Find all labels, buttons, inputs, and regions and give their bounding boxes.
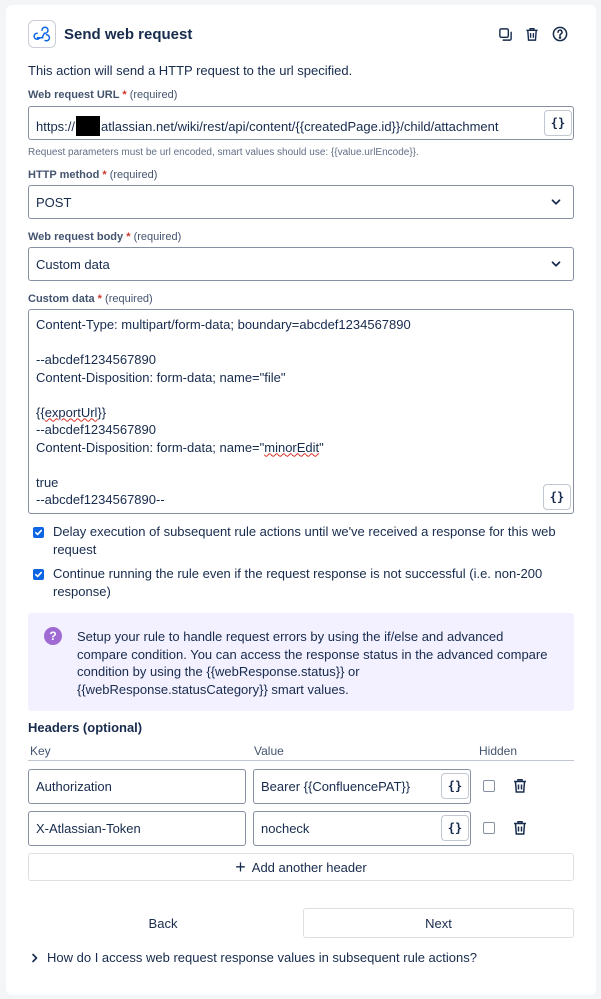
continue-checkbox[interactable] xyxy=(33,569,44,580)
header-key-input[interactable]: Authorization xyxy=(28,769,246,804)
col-hidden: Hidden xyxy=(479,744,518,758)
header-value-input[interactable]: Bearer {{ConfluencePAT}} {} xyxy=(253,769,471,804)
delay-checkbox-label: Delay execution of subsequent rule actions until we've received a response for this web request xyxy=(53,524,556,557)
headers-title: Headers (optional) xyxy=(28,720,143,735)
question-icon: ? xyxy=(44,627,62,645)
duplicate-icon[interactable] xyxy=(495,24,515,44)
divider xyxy=(28,760,574,761)
smart-value-button[interactable]: {} xyxy=(441,815,469,841)
http-method-select[interactable]: POST xyxy=(28,185,574,219)
chevron-down-icon xyxy=(549,195,563,209)
hidden-checkbox[interactable] xyxy=(483,780,495,792)
continue-checkbox-label: Continue running the rule even if the request response is not successful (i.e. non-200 response) xyxy=(53,566,543,599)
request-body-select[interactable]: Custom data xyxy=(28,247,574,281)
method-label: HTTP method * (required) xyxy=(28,169,158,181)
add-header-button[interactable]: + Add another header xyxy=(28,853,574,881)
url-input[interactable]: https:// atlassian.net/wiki/rest/api/content/{{createdPage.id}}/child/attachment {} xyxy=(28,106,574,140)
url-helper-text: Request parameters must be url encoded, smart values should use: {{value.urlEncode}}. xyxy=(28,147,419,158)
smart-value-button[interactable]: {} xyxy=(544,110,572,136)
trash-icon[interactable] xyxy=(522,24,542,44)
chevron-down-icon xyxy=(549,257,563,271)
info-panel xyxy=(28,613,574,711)
hidden-checkbox[interactable] xyxy=(483,822,495,834)
url-label: Web request URL * (required) xyxy=(28,89,178,101)
plus-icon: + xyxy=(235,857,246,877)
custom-data-label: Custom data * (required) xyxy=(28,293,153,305)
smart-value-button[interactable]: {} xyxy=(441,773,469,799)
redacted-block xyxy=(76,116,100,136)
col-value: Value xyxy=(254,744,284,758)
delete-row-icon[interactable] xyxy=(513,778,527,794)
header-value-input[interactable]: nocheck {} xyxy=(253,811,471,846)
webhook-icon xyxy=(28,20,56,48)
custom-data-content: Content-Type: multipart/form-data; boundary=abcdef1234567890 --abcdef1234567890 Content-Disposition: form-data; name="file" {{exportUrl}} --abcdef1234567890 Content-Disposition: form-data; name="minorEdit" true --abcdef1234567890-- xyxy=(36,317,411,507)
faq-expander[interactable]: How do I access web request response values in subsequent rule actions? xyxy=(30,950,477,965)
delay-checkbox[interactable] xyxy=(33,527,44,538)
col-key: Key xyxy=(30,744,51,758)
header-key-input[interactable]: X-Atlassian-Token xyxy=(28,811,246,846)
body-label: Web request body * (required) xyxy=(28,231,182,243)
back-button[interactable]: Back xyxy=(148,915,178,931)
custom-data-textarea[interactable] xyxy=(28,309,574,514)
info-text: Setup your rule to handle request errors by using the if/else and advanced compare condition. You can access the response status in the advanced compare condition by using the {{webResponse.status}} or {{webResponse.statusCategory}} smart values. xyxy=(77,629,548,697)
page-title: Send web request xyxy=(64,26,193,43)
help-icon[interactable] xyxy=(550,24,570,44)
delete-row-icon[interactable] xyxy=(513,820,527,836)
chevron-right-icon xyxy=(30,953,40,963)
smart-value-button[interactable]: {} xyxy=(543,484,571,510)
next-button[interactable]: Next xyxy=(303,908,574,938)
action-description: This action will send a HTTP request to the url specified. xyxy=(28,63,353,78)
